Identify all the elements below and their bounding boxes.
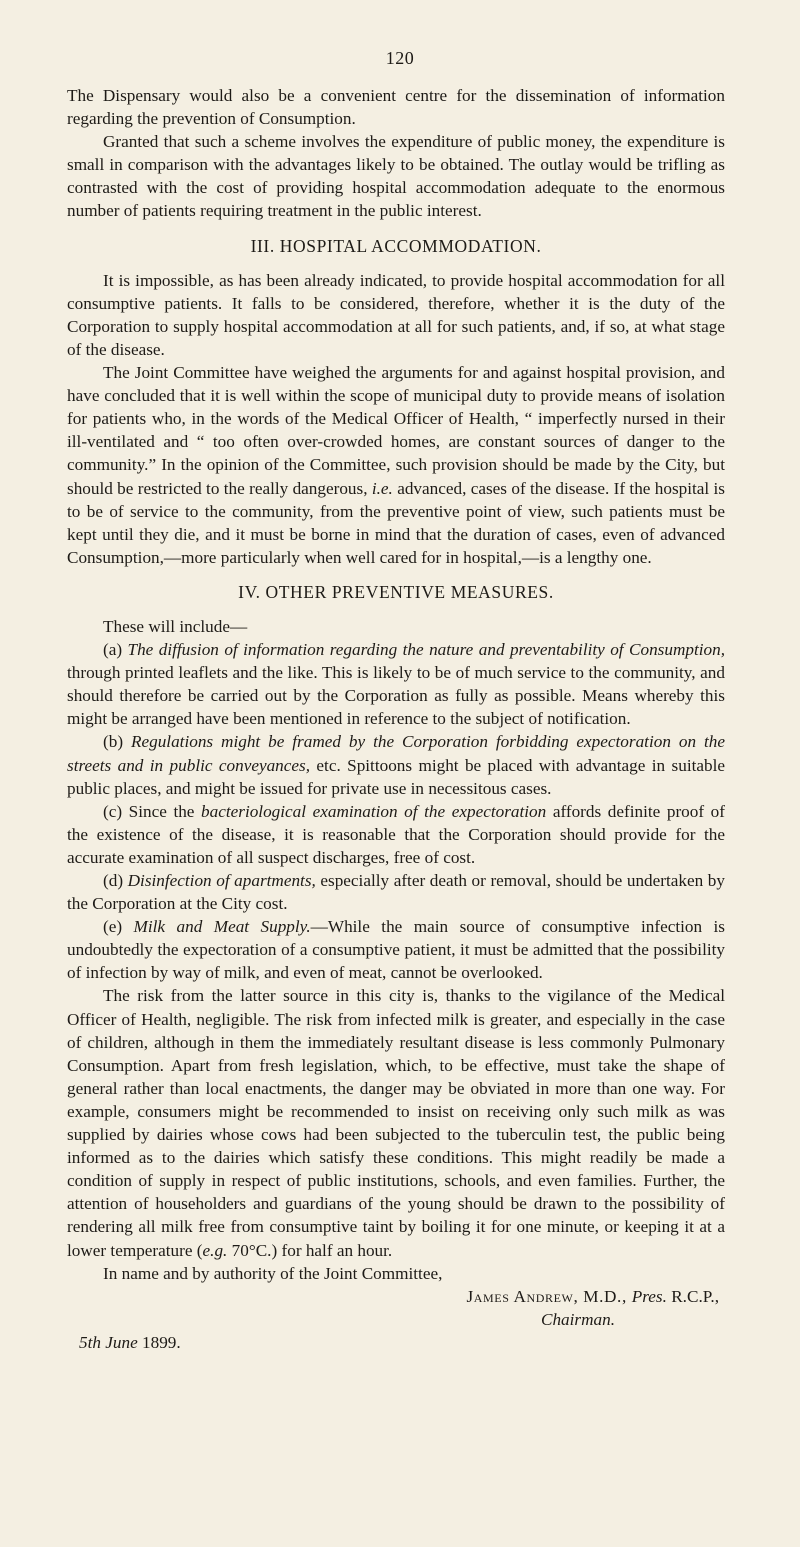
- document-date: 5th June 1899.: [79, 1332, 181, 1352]
- item-c-examination: (c) Since the bacteriological examination of the expectoration affords definite proof of the existence of the disease, it is reasonable that the Corporation should provide for the accurate examination of all suspect discharges, free of cost.: [67, 801, 725, 867]
- item-e-milk-meat: (e) Milk and Meat Supply.—While the main source of consumptive infection is undoubtedly the expectoration of a consumptive patient, it must be admitted that the possibility of infection by way of milk, and even of meat, cannot be overlooked.: [67, 917, 725, 983]
- item-a-diffusion: (a) The diffusion of information regarding the nature and preventability of Consumption, through printed leaflets and the like. This is likely to be of much service to the community, and should therefore be carried out by the Corporation as fully as possible. Means whereby this might be arranged have been mentioned in reference to the subject of notification.: [67, 640, 725, 729]
- heading-hospital-accommodation: III. HOSPITAL ACCOMMODATION.: [250, 235, 542, 256]
- item-b-regulations: (b) Regulations might be framed by the Corporation forbidding expectoration on the streets and in public conveyances, etc. Spittoons might be placed with advantage in suitable public places, and might be issued for private use in necessitous cases.: [67, 732, 725, 798]
- document-body: [67, 84, 725, 1354]
- heading-preventive-measures: IV. OTHER PREVENTIVE MEASURES.: [238, 581, 554, 602]
- item-d-disinfection: (d) Disinfection of apartments, especially after death or removal, should be undertaken by the Corporation at the City cost.: [67, 871, 725, 914]
- paragraph-include: These will include—: [103, 616, 248, 636]
- paragraph-hospital-1: It is impossible, as has been already indicated, to provide hospital accommodation for all consumptive patients. It falls to be considered, therefore, whether it is the duty of the Corporation to supply hospital accommodation at all for such patients, and, if so, at what stage of the disease.: [67, 270, 725, 359]
- paragraph-hospital-2: The Joint Committee have weighed the arguments for and against hospital provision, and have concluded that it is well within the scope of municipal duty to provide means of isolation for patients who, in the words of the Medical Officer of Health, “ imperfectly nursed in their ill-ventilated and “ too often over-crowded homes, are constant sources of danger to the community.” In the opinion of the Committee, such provision should be made by the City, but should be restricted to the really dangerous, i.e. advanced, cases of the disease. If the hospital is to be of service to the community, from the preventive point of view, such patients must be kept until they die, and it must be borne in mind that the duration of cases, even of advanced Consumption,—more particularly when well cared for in hospital,—is a lengthy one.: [67, 363, 725, 567]
- paragraph-expenditure: Granted that such a scheme involves the expenditure of public money, the expenditure is small in comparison with the advantages likely to be obtained. The outlay would be trifling as contrasted with the cost of providing hospital accommodation adequate to the enormous number of patients requiring treatment in the public interest.: [67, 132, 725, 221]
- signature-name: James Andrew, M.D., Pres. R.C.P.,: [466, 1286, 719, 1306]
- authority-line: In name and by authority of the Joint Committee,: [103, 1263, 443, 1283]
- paragraph-risk: The risk from the latter source in this city is, thanks to the vigilance of the Medical Officer of Health, negligible. The risk from infected milk is greater, and especially in the case of children, although in them the immediately resultant disease is less commonly Pulmonary Consumption. Apart from fresh legislation, which, to be effective, must take the shape of general rather than local enactments, the danger may be obviated in more than one way. For example, consumers might be recommended to insist on receiving only such milk as was supplied by dairies whose cows had been subjected to the tuberculin test, the public being informed as to the dairies which satisfy these conditions. This might readily be made a condition of supply in respect of public institutions, schools, and even families. Further, the attention of householders and guardians of the young should be drawn to the possibility of rendering all milk free from consumptive taint by boiling it for one minute, or keeping it at a lower temperature (e.g. 70°C.) for half an hour.: [67, 986, 725, 1260]
- page-number: 120: [385, 48, 415, 68]
- paragraph-dispensary: The Dispensary would also be a convenient centre for the dissemination of information regarding the prevention of Consumption.: [67, 86, 725, 129]
- signature-role: Chairman.: [540, 1309, 615, 1329]
